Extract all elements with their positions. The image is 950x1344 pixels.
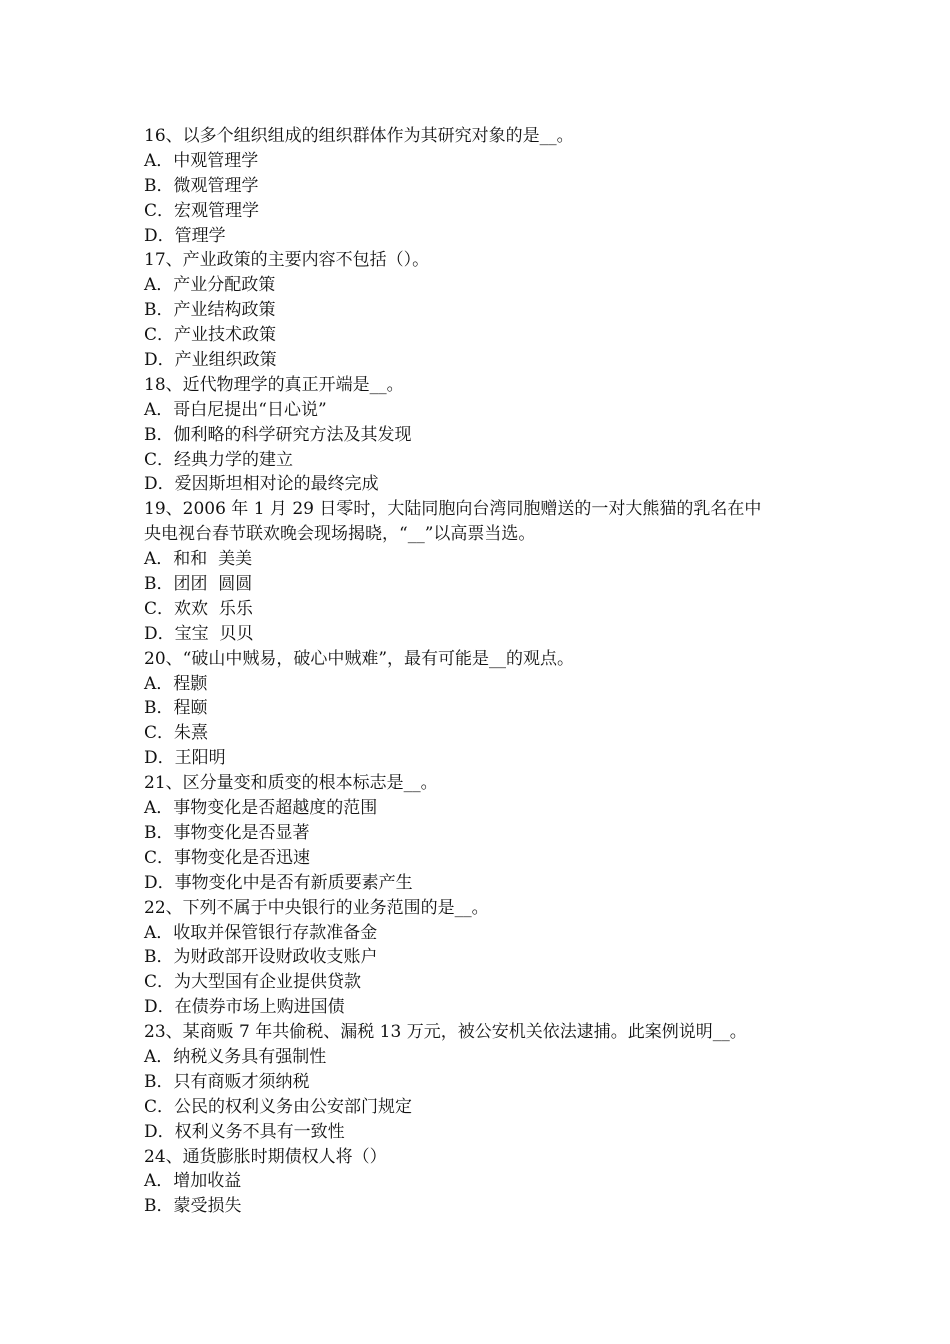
question-22: 22、下列不属于中央银行的业务范围的是__。 [144, 897, 489, 918]
option-19-c: C．欢欢 乐乐 [144, 598, 253, 619]
option-22-c: C．为大型国有企业提供贷款 [144, 972, 362, 993]
question-19-line-1: 19、2006 年 1 月 29 日零时，大陆同胞向台湾同胞赠送的一对大熊猫的乳名在中 [144, 499, 762, 520]
option-20-c: C．朱熹 [144, 723, 209, 744]
question-23: 23、某商贩 7 年共偷税、漏税 13 万元，被公安机关依法逮捕。此案例说明__。 [144, 1022, 747, 1043]
option-18-b: B．伽利略的科学研究方法及其发现 [144, 424, 412, 445]
option-19-d: D．宝宝 贝贝 [144, 623, 254, 644]
option-21-c: C．事物变化是否迅速 [144, 847, 311, 868]
option-23-d: D．权利义务不具有一致性 [144, 1121, 345, 1142]
option-22-b: B．为财政部开设财政收支账户 [144, 947, 378, 968]
option-18-c: C．经典力学的建立 [144, 449, 294, 470]
question-17: 17、产业政策的主要内容不包括（）。 [144, 250, 430, 271]
option-22-a: A．收取并保管银行存款准备金 [144, 922, 378, 943]
question-16: 16、以多个组织组成的组织群体作为其研究对象的是__。 [144, 126, 574, 146]
option-21-d: D．事物变化中是否有新质要素产生 [144, 872, 413, 893]
question-24: 24、通货膨胀时期债权人将（） [144, 1146, 387, 1167]
option-21-b: B．事物变化是否显著 [144, 822, 310, 843]
question-19-line-2: 央电视台春节联欢晚会现场揭晓，“__”以高票当选。 [144, 524, 536, 545]
question-18: 18、近代物理学的真正开端是__。 [144, 374, 404, 395]
option-18-a: A．哥白尼提出“日心说” [144, 399, 327, 420]
option-24-b: B．蒙受损失 [144, 1196, 242, 1217]
option-24-a: A．增加收益 [144, 1171, 242, 1192]
option-23-a: A．纳税义务具有强制性 [144, 1046, 327, 1067]
document-page [144, 124, 824, 1219]
option-23-c: C．公民的权利义务由公安部门规定 [144, 1096, 413, 1117]
option-17-a: A．产业分配政策 [144, 275, 276, 296]
option-22-d: D．在债券市场上购进国债 [144, 997, 345, 1018]
option-20-d: D．王阳明 [144, 748, 226, 769]
question-21: 21、区分量变和质变的根本标志是__。 [144, 773, 438, 794]
option-16-a: A．中观管理学 [144, 150, 259, 171]
option-17-d: D．产业组织政策 [144, 350, 277, 371]
option-16-d: D．管理学 [144, 225, 226, 246]
option-16-b: B．微观管理学 [144, 175, 259, 196]
question-20: 20、“破山中贼易，破心中贼难”，最有可能是__的观点。 [144, 648, 575, 669]
option-19-b: B．团团 圆圆 [144, 574, 253, 595]
option-23-b: B．只有商贩才须纳税 [144, 1071, 310, 1092]
option-17-c: C．产业技术政策 [144, 325, 277, 346]
option-21-a: A．事物变化是否超越度的范围 [144, 798, 378, 819]
option-20-a: A．程颢 [144, 673, 208, 694]
option-19-a: A．和和 美美 [144, 549, 253, 570]
option-18-d: D．爱因斯坦相对论的最终完成 [144, 474, 379, 495]
option-17-b: B．产业结构政策 [144, 300, 276, 321]
option-20-b: B．程颐 [144, 698, 208, 719]
option-16-c: C．宏观管理学 [144, 200, 260, 221]
